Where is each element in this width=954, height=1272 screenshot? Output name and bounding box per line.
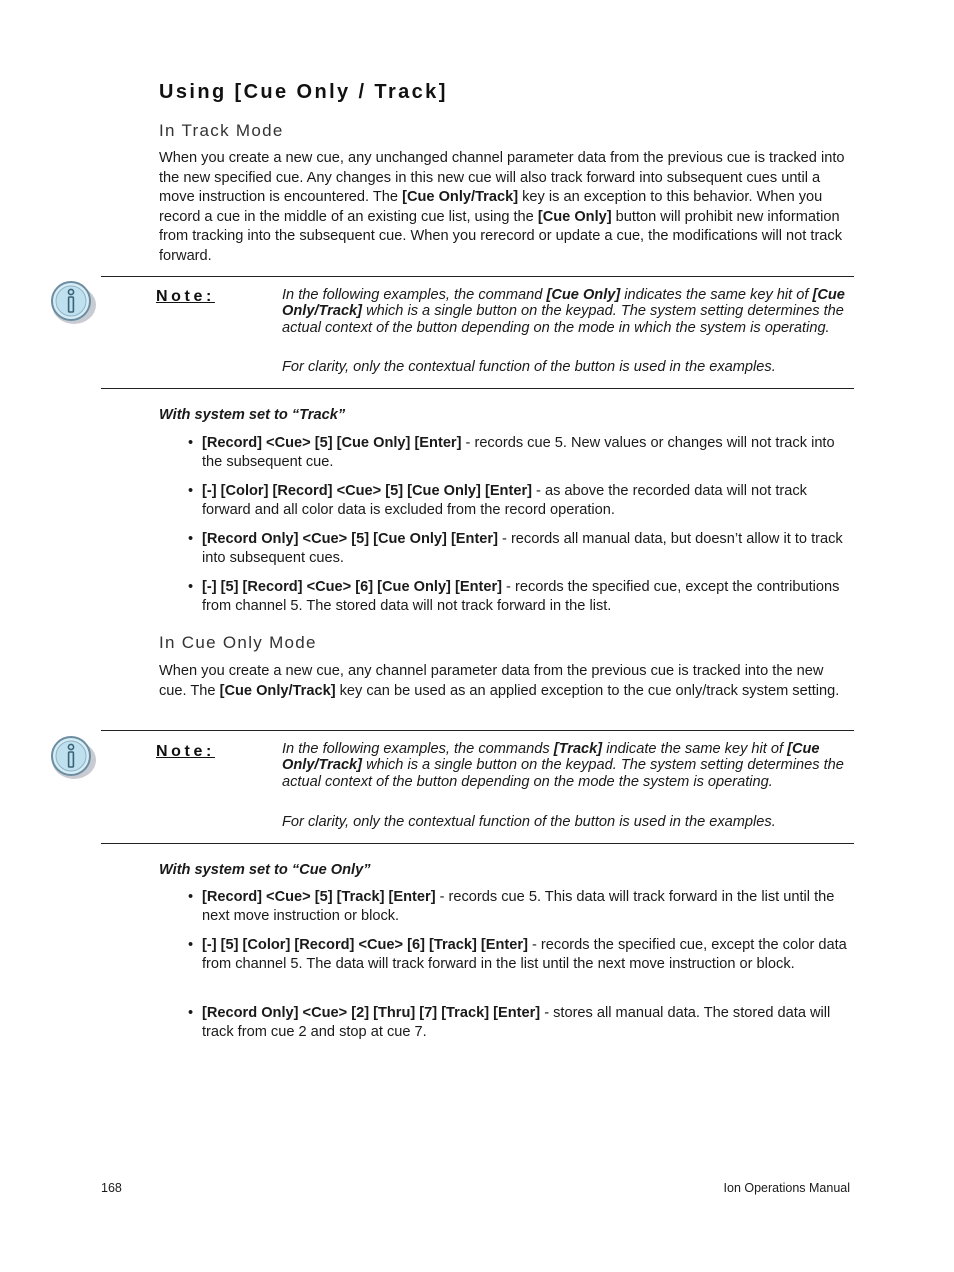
text-run: - records all manual data, but doesn’t allow it to track into subsequent cues. — [202, 531, 843, 567]
bold-text-run: [Cue Only] — [537, 208, 612, 225]
text-run: When you create a new cue, any unchanged channel parameter data from the previous cue is tracked into the new specified cue. Any changes in this new cue will also track forward into subsequent cues until a move instruction is encountered. The — [159, 150, 845, 205]
bullet-marker: • — [188, 483, 194, 499]
text-run: which is a single button on the keypad. The system setting determines the actual context of the button depending on the mode the system is operating. — [282, 757, 844, 790]
text-run: - records cue 5. This data will track forward in the list until the next move instruction or block. — [202, 889, 835, 925]
bold-text-run: [Cue Only/Track] — [402, 189, 519, 205]
note-clarity-text: For clarity, only the contextual function of the button is used in the examples. — [282, 359, 776, 375]
bold-text-run: [Cue Only/Track] — [282, 287, 845, 320]
page-title: Using [Cue Only / Track] — [159, 81, 448, 103]
section-heading-track-mode: In Track Mode — [159, 121, 284, 140]
text-run: When you create a new cue, any channel parameter data from the previous cue is tracked into the new cue. The — [159, 663, 824, 699]
text-run: key is an exception to this behavior. When you record a cue in the middle of an existing cue list, using the — [159, 189, 823, 225]
manual-title: Ion Operations Manual — [723, 1181, 850, 1195]
bullet-marker: • — [188, 579, 194, 595]
text-run: indicates the same key hit of — [620, 287, 813, 303]
bold-text-run: [-] [Color] [Record] <Cue> [5] [Cue Only] [Enter] — [202, 483, 532, 499]
subheading-cue-only: With system set to “Cue Only” — [159, 862, 371, 878]
bullet-marker: • — [188, 531, 194, 547]
text-run: In the following examples, the command — [282, 287, 547, 303]
text-run: - stores all manual data. The stored data will track from cue 2 and stop at cue 7. — [202, 1005, 831, 1041]
track-mode-intro — [159, 149, 853, 266]
note-top-rule — [101, 730, 854, 731]
note-clarity-text: For clarity, only the contextual function of the button is used in the examples. — [282, 814, 776, 830]
bold-text-run: [Record] <Cue> [5] [Cue Only] [Enter] — [202, 435, 462, 451]
bullet-marker: • — [188, 937, 194, 953]
note-text — [282, 741, 854, 790]
list-item — [202, 888, 854, 927]
text-run: - records cue 5. New values or changes will not track into the subsequent cue. — [202, 435, 835, 471]
bold-text-run: [Cue Only/Track] — [282, 741, 820, 774]
list-item — [202, 578, 854, 617]
bold-text-run: [Record Only] <Cue> [2] [Thru] [7] [Track] [Enter] — [202, 1005, 541, 1021]
text-run: button will prohibit new information from tracking into the subsequent cue. When you rerecord or update a cue, the modifications will not track forward. — [159, 208, 843, 264]
text-run: key can be used as an applied exception to the cue only/track system setting. — [335, 682, 840, 699]
bold-text-run: [Record] <Cue> [5] [Track] [Enter] — [202, 889, 436, 905]
bullet-marker: • — [188, 1005, 194, 1021]
text-run: In the following examples, the commands — [282, 741, 554, 757]
list-item — [202, 482, 854, 521]
text-run: - records the specified cue, except the contributions from channel 5. The stored data will not track forward in the list. — [202, 579, 840, 615]
note-label: Note: — [156, 288, 215, 305]
note-label: Note: — [156, 743, 215, 760]
bold-text-run: [-] [5] [Color] [Record] <Cue> [6] [Track] [Enter] — [202, 937, 528, 953]
bullet-marker: • — [188, 435, 194, 451]
info-icon — [49, 734, 99, 780]
text-run: indicate the same key hit of — [602, 741, 788, 757]
list-item — [202, 530, 854, 569]
cue-only-intro — [159, 662, 853, 701]
list-item — [202, 434, 854, 473]
note-text — [282, 287, 854, 336]
section-heading-cue-only-mode: In Cue Only Mode — [159, 633, 317, 652]
text-run: - as above the recorded data will not track forward and all color data is excluded from the record operation. — [202, 483, 807, 519]
note-bottom-rule — [101, 388, 854, 389]
bold-text-run: [Record Only] <Cue> [5] [Cue Only] [Enter] — [202, 531, 498, 547]
bold-text-run: [Track] — [553, 741, 603, 757]
bullet-marker: • — [188, 889, 194, 905]
text-run: which is a single button on the keypad. The system setting determines the actual context of the button depending on the mode in which the system is operating. — [282, 303, 844, 336]
page-number: 168 — [101, 1181, 122, 1195]
subheading-track: With system set to “Track” — [159, 407, 346, 423]
bold-text-run: [-] [5] [Record] <Cue> [6] [Cue Only] [Enter] — [202, 579, 502, 595]
note-bottom-rule — [101, 843, 854, 844]
bold-text-run: [Cue Only] — [546, 287, 621, 303]
bold-text-run: [Cue Only/Track] — [219, 682, 336, 699]
list-item — [202, 936, 854, 975]
note-top-rule — [101, 276, 854, 277]
text-run: - records the specified cue, except the color data from channel 5. The data will track forward in the list until the next move instruction or block. — [202, 937, 847, 973]
info-icon — [49, 279, 99, 325]
list-item — [202, 1004, 854, 1043]
